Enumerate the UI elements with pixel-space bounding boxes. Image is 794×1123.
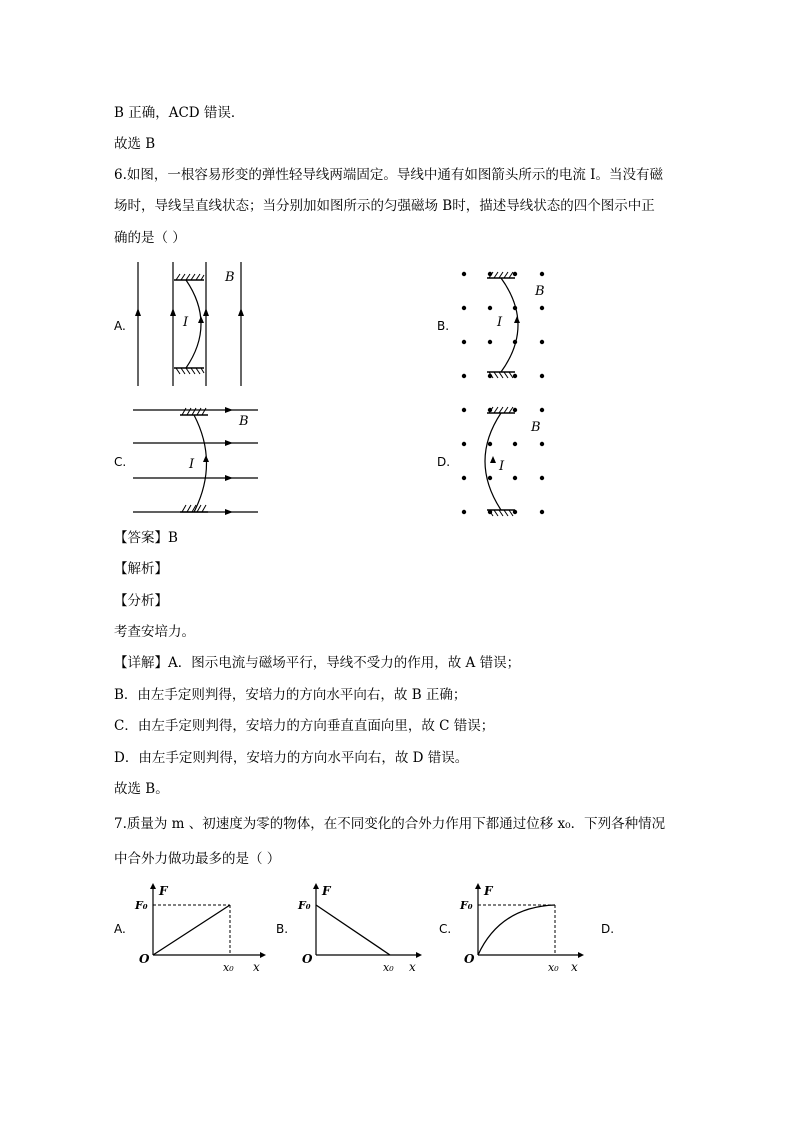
q7-stem-line1: 7.质量为 m 、初速度为零的物体，在不同变化的合外力作用下都通过位移 x₀．下列各种情况 (114, 816, 666, 832)
wire-curve (501, 278, 518, 372)
force-curve (478, 905, 555, 955)
field-dot (462, 306, 466, 310)
q6-option-d-diagram (455, 400, 555, 522)
q7-option-b-label: B. (276, 922, 289, 936)
current-label: I (497, 315, 503, 330)
wire-curve (186, 280, 201, 368)
current-label: I (499, 459, 505, 474)
bottom-support-icon (174, 368, 204, 374)
top-support-icon (174, 274, 204, 280)
field-dot (488, 476, 492, 480)
field-dot (462, 408, 466, 412)
origin-label: O (302, 952, 313, 966)
field-dot (540, 442, 544, 446)
field-dot (462, 476, 466, 480)
y-mark-label: F₀ (460, 899, 473, 912)
q6-stem-line3: 确的是（ ） (114, 230, 186, 246)
q6-stem-line1: 6.如图，一根容易形变的弹性轻导线两端固定。导线中通有如图箭头所示的电流 I。当没有磁 (114, 167, 664, 183)
q6-option-c-diagram (133, 400, 263, 522)
q7-option-c-graph (460, 883, 590, 973)
origin-label: O (464, 952, 475, 966)
q6-conclusion: 故选 B。 (114, 781, 169, 797)
q7-option-c-label: C. (439, 922, 452, 936)
q6-analysis-subheading: 【分析】 (114, 593, 168, 609)
q6-option-c-label: C. (114, 455, 127, 469)
q7-option-b-graph (298, 883, 428, 973)
field-dot (513, 272, 517, 276)
origin-label: O (139, 952, 150, 966)
field-label: B (225, 270, 235, 285)
q6-detail-d: D．由左手定则判得，安培力的方向水平向右，故 D 错误。 (114, 750, 469, 766)
field-dot (462, 272, 466, 276)
field-dot (488, 340, 492, 344)
y-mark-label: F₀ (135, 899, 148, 912)
field-dot (462, 510, 466, 514)
field-label: B (239, 414, 249, 429)
x-mark-label: x₀ (548, 961, 559, 974)
y-axis-label: F (159, 884, 168, 898)
field-dot (513, 442, 517, 446)
x-axis-label: x (409, 960, 416, 974)
q7-option-d-label: D. (601, 922, 615, 936)
y-mark-label: F₀ (298, 899, 311, 912)
wire-curve (194, 415, 207, 512)
y-axis-label: F (484, 884, 493, 898)
q6-detail-b: B．由左手定则判得，安培力的方向水平向右，故 B 正确； (114, 687, 467, 703)
q6-option-b-diagram (455, 264, 555, 384)
x-mark-label: x₀ (223, 961, 234, 974)
field-dot (540, 510, 544, 514)
top-support-icon (180, 408, 208, 415)
q6-option-a-label: A. (114, 319, 126, 333)
q6-option-a-diagram (128, 258, 258, 390)
field-dot (540, 340, 544, 344)
field-dot (513, 374, 517, 378)
field-dot (540, 272, 544, 276)
x-mark-label: x₀ (383, 961, 394, 974)
field-dots (462, 272, 544, 378)
field-dot (488, 442, 492, 446)
field-dot (540, 408, 544, 412)
field-dot (488, 306, 492, 310)
top-support-icon (487, 407, 515, 413)
field-dot (540, 476, 544, 480)
y-axis-label: F (322, 884, 331, 898)
field-label: B (531, 420, 541, 435)
q7-option-a-label: A. (114, 922, 126, 936)
q5-conclusion-line1: B 正确，ACD 错误． (114, 105, 245, 121)
q6-detail-c: C．由左手定则判得，安培力的方向垂直直面向里，故 C 错误； (114, 718, 495, 734)
field-dot (513, 476, 517, 480)
field-label: B (535, 284, 545, 299)
field-dot (540, 306, 544, 310)
field-dot (540, 374, 544, 378)
field-dot (462, 442, 466, 446)
field-dot (513, 408, 517, 412)
field-dot (462, 340, 466, 344)
q6-analysis-heading: 【解析】 (114, 561, 168, 577)
q6-option-d-label: D. (437, 455, 451, 469)
q5-conclusion-line2: 故选 B (114, 136, 156, 152)
x-axis-label: x (571, 960, 578, 974)
q6-option-b-label: B. (437, 319, 450, 333)
current-label: I (189, 457, 195, 472)
q6-answer: 【答案】B (114, 530, 178, 546)
field-dot (462, 374, 466, 378)
q6-analysis-text: 考查安培力。 (114, 624, 195, 640)
current-label: I (183, 315, 189, 330)
q7-stem-line2: 中合外力做功最多的是（ ） (114, 851, 281, 867)
q6-stem-line2: 场时，导线呈直线状态；当分别加如图所示的匀强磁场 B时，描述导线状态的四个图示中正 (114, 198, 655, 214)
q6-detail-a: 【详解】A．图示电流与磁场平行，导线不受力的作用，故 A 错误； (114, 655, 521, 671)
x-axis-label: x (253, 960, 260, 974)
force-curve (316, 905, 390, 955)
q7-option-a-graph (135, 883, 265, 973)
force-curve (153, 905, 230, 955)
